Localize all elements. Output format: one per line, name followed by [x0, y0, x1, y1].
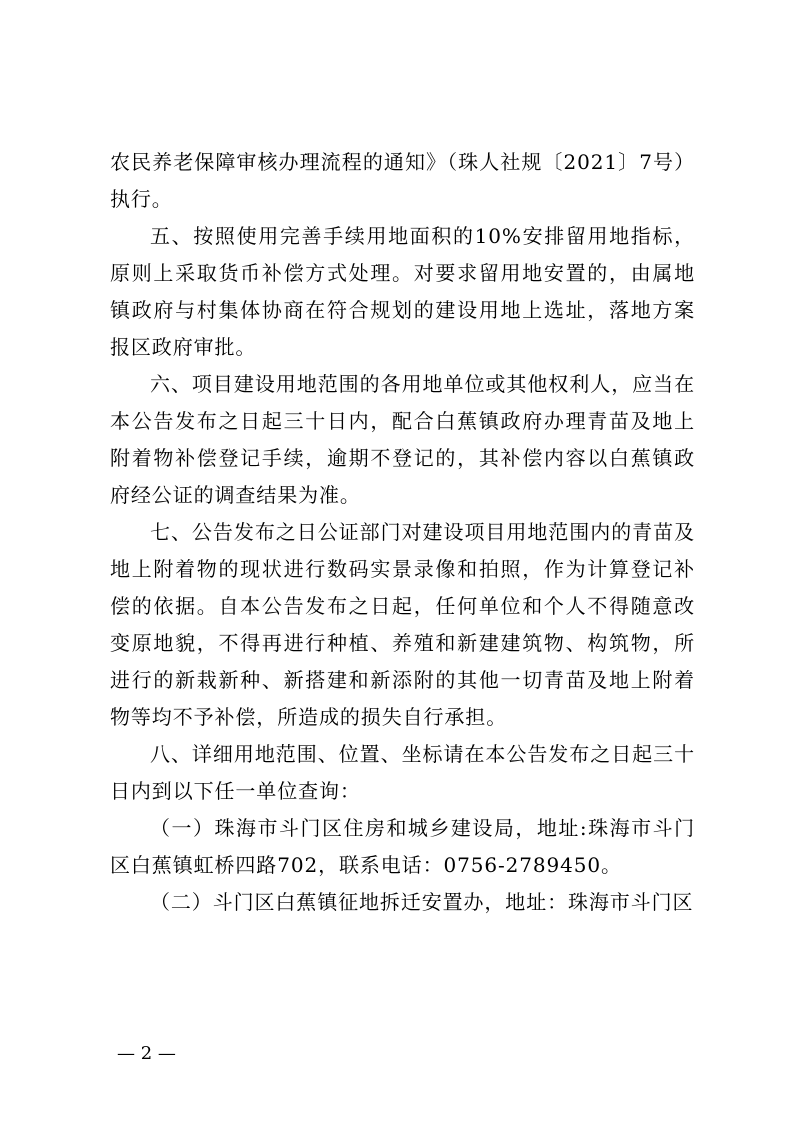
paragraph-item-7: 七、公告发布之日公证部门对建设项目用地范围内的青苗及地上附着物的现状进行数码实景录像和拍照，作为计算登记补偿的依据。自本公告发布之日起，任何单位和个人不得随意改变原地貌，不得再进行种植、养殖和新建建筑物、构筑物，所进行的新栽新种、新搭建和新添附的其他一切青苗及地上附着物等均不予补偿，所造成的损失自行承担。	[110, 520, 695, 729]
page-number: — 2 —	[117, 1043, 176, 1064]
paragraph-subitem-1: （一）珠海市斗门区住房和城乡建设局，地址:珠海市斗门区白蕉镇虹桥四路702，联系电话：0756-2789450。	[110, 816, 695, 877]
paragraph-item-6: 六、项目建设用地范围的各用地单位或其他权利人，应当在本公告发布之日起三十日内，配合白蕉镇政府办理青苗及地上附着物补偿登记手续，逾期不登记的，其补偿内容以白蕉镇政府经公证的调查结果为准。	[110, 372, 695, 507]
paragraph-item-5: 五、按照使用完善手续用地面积的10%安排留用地指标，原则上采取货币补偿方式处理。对要求留用地安置的，由属地镇政府与村集体协商在符合规划的建设用地上选址，落地方案报区政府审批。	[110, 224, 695, 359]
paragraph-item-8: 八、详细用地范围、位置、坐标请在本公告发布之日起三十日内到以下任一单位查询：	[110, 742, 695, 803]
paragraph-subitem-2: （二）斗门区白蕉镇征地拆迁安置办，地址：珠海市斗门区	[150, 890, 694, 914]
document-body	[110, 144, 695, 921]
paragraph-continuation: 农民养老保障审核办理流程的通知》（珠人社规〔2021〕7号）执行。	[110, 150, 695, 211]
